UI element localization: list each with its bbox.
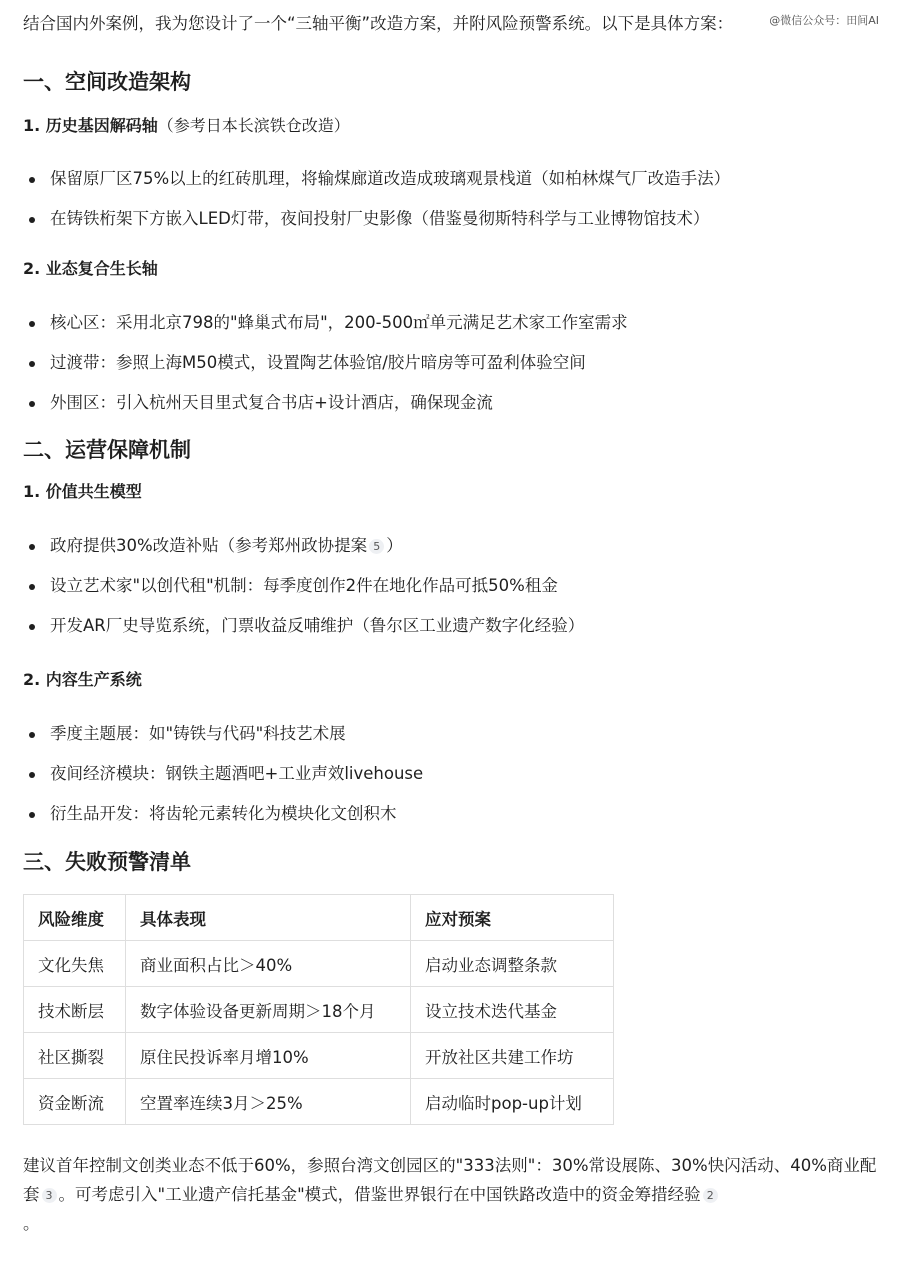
table-cell: 技术断层: [24, 987, 126, 1033]
table-cell: 设立技术迭代基金: [411, 987, 614, 1033]
table-cell: 商业面积占比＞40%: [126, 941, 411, 987]
bullet-list: [23, 534, 883, 654]
bullet-list: [23, 167, 883, 247]
table-row: [24, 1033, 614, 1079]
list-item: 过渡带：参照上海M50模式，设置陶艺体验馆/胶片暗房等可盈利体验空间: [23, 351, 883, 391]
bullet-list: [23, 722, 883, 842]
subsection-title: 1. 历史基因解码轴（参考日本长滨铁仓改造）: [23, 116, 350, 135]
table-row: [24, 987, 614, 1033]
closing-paragraph: 建议首年控制文创类业态不低于60%，参照台湾文创园区的"333法则"：30%常设展陈、30%快闪活动、40%商业配套 3 。可考虑引入"工业遗产信托基金"模式，借鉴世界银行在中国铁路改造中的资金筹措经验 2 。: [23, 1156, 877, 1233]
subsection-title: 1. 价值共生模型: [23, 482, 142, 501]
table-cell: 启动临时pop-up计划: [411, 1079, 614, 1125]
risk-table: [23, 894, 614, 1125]
list-item: 外围区：引入杭州天目里式复合书店+设计酒店，确保现金流: [23, 391, 883, 431]
table-header-row: [24, 895, 614, 941]
table-cell: 开放社区共建工作坊: [411, 1033, 614, 1079]
subsection-title: 2. 业态复合生长轴: [23, 259, 158, 278]
list-item: 政府提供30%改造补贴（参考郑州政协提案 5 ）: [23, 534, 883, 574]
citation-badge[interactable]: 2: [703, 1188, 718, 1203]
table-cell: 文化失焦: [24, 941, 126, 987]
list-item: 夜间经济模块：钢铁主题酒吧+工业声效livehouse: [23, 762, 883, 802]
table-cell: 数字体验设备更新周期＞18个月: [126, 987, 411, 1033]
table-cell: 空置率连续3月＞25%: [126, 1079, 411, 1125]
table-cell: 社区撕裂: [24, 1033, 126, 1079]
table-cell: 原住民投诉率月增10%: [126, 1033, 411, 1079]
section-title: 二、运营保障机制: [23, 438, 191, 462]
list-item: 在铸铁桁架下方嵌入LED灯带，夜间投射厂史影像（借鉴曼彻斯特科学与工业博物馆技术）: [23, 207, 883, 247]
section-title: 一、空间改造架构: [23, 70, 191, 94]
citation-badge[interactable]: 3: [42, 1188, 57, 1203]
intro-text: 结合国内外案例，我为您设计了一个“三轴平衡”改造方案，并附风险预警系统。以下是具体方案：: [23, 14, 734, 33]
table-header-cell: 具体表现: [126, 895, 411, 941]
table-row: [24, 941, 614, 987]
bullet-list: [23, 311, 883, 431]
list-item: 核心区：采用北京798的"蜂巢式布局"，200-500㎡单元满足艺术家工作室需求: [23, 311, 883, 351]
section-title: 三、失败预警清单: [23, 850, 191, 874]
table-header-cell: 应对预案: [411, 895, 614, 941]
list-item: 季度主题展：如"铸铁与代码"科技艺术展: [23, 722, 883, 762]
table-cell: 启动业态调整条款: [411, 941, 614, 987]
answer-content: [23, 0, 883, 1238]
table-row: [24, 1079, 614, 1125]
table-cell: 资金断流: [24, 1079, 126, 1125]
citation-badge[interactable]: 5: [369, 539, 384, 554]
list-item: 保留原厂区75%以上的红砖肌理，将输煤廊道改造成玻璃观景栈道（如柏林煤气厂改造手法）: [23, 167, 883, 207]
list-item: 衍生品开发：将齿轮元素转化为模块化文创积木: [23, 802, 883, 842]
table-header-cell: 风险维度: [24, 895, 126, 941]
list-item: 开发AR厂史导览系统，门票收益反哺维护（鲁尔区工业遗产数字化经验）: [23, 614, 883, 654]
subsection-title: 2. 内容生产系统: [23, 670, 142, 689]
list-item: 设立艺术家"以创代租"机制：每季度创作2件在地化作品可抵50%租金: [23, 574, 883, 614]
subsection-reference: （参考日本长滨铁仓改造）: [157, 116, 350, 135]
watermark: @微信公众号：田间AI: [769, 14, 879, 27]
